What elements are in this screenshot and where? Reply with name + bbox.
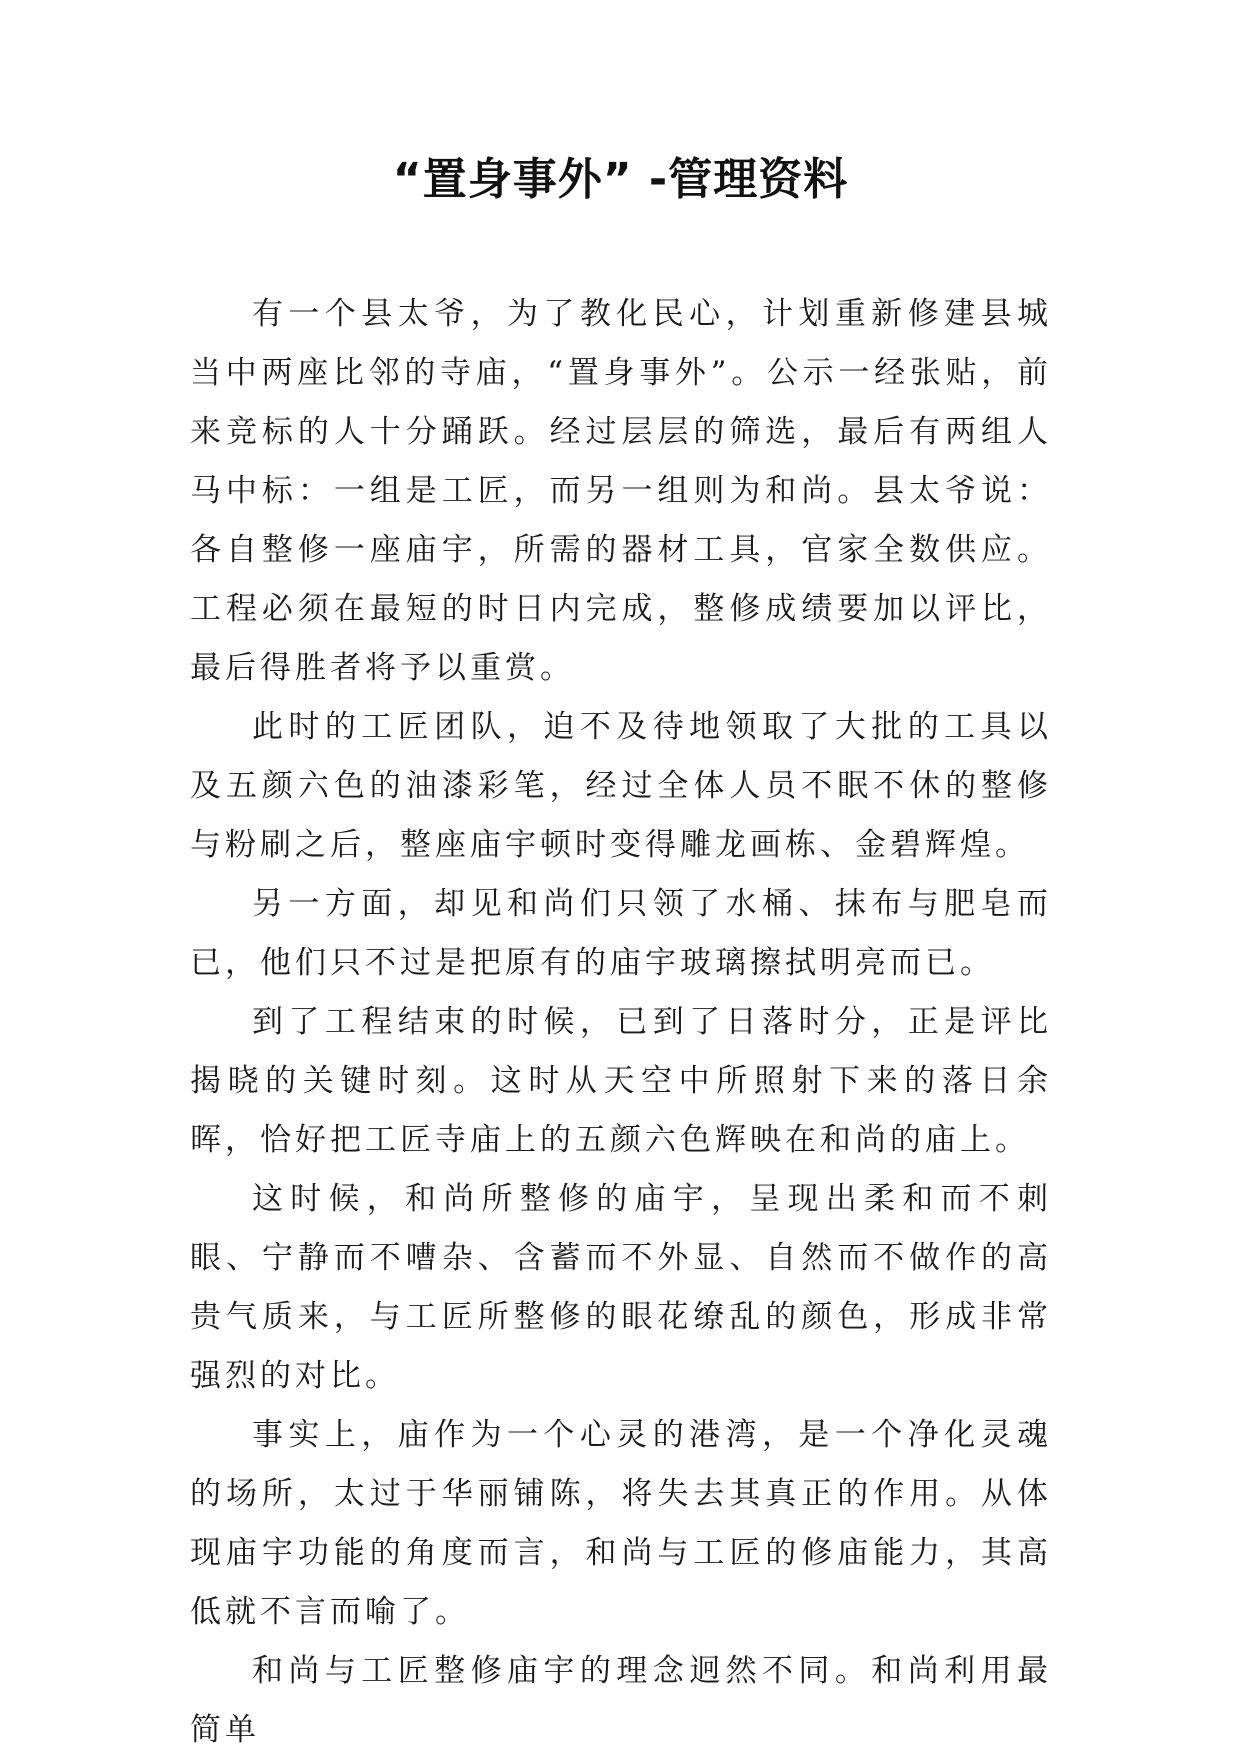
paragraph: 到了工程结束的时候，已到了日落时分，正是评比揭晓的关键时刻。这时从天空中所照射下来的落日余晖，恰好把工匠寺庙上的五颜六色辉映在和尚的庙上。 (190, 1004, 1052, 1158)
paragraph: 有一个县太爷，为了教化民心，计划重新修建县城当中两座比邻的寺庙，“置身事外”。公示一经张贴，前来竞标的人十分踊跃。经过层层的筛选，最后有两组人马中标：一组是工匠，而另一组则为和尚。县太爷说：各自整修一座庙宇，所需的器材工具，官家全数供应。工程必须在最短的时日内完成，整修成绩要加以评比，最后得胜者将予以重赏。 (190, 296, 1052, 686)
paragraph: 此时的工匠团队，迫不及待地领取了大批的工具以及五颜六色的油漆彩笔，经过全体人员不眠不休的整修与粉刷之后，整座庙宇顿时变得雕龙画栋、金碧辉煌。 (190, 709, 1052, 863)
paragraph: 事实上，庙作为一个心灵的港湾，是一个净化灵魂的场所，太过于华丽铺陈，将失去其真正的作用。从体现庙宇功能的角度而言，和尚与工匠的修庙能力，其高低就不言而喻了。 (190, 1417, 1052, 1630)
paragraph: 和尚与工匠整修庙宇的理念迥然不同。和尚利用最简单 (190, 1653, 1052, 1748)
document-body (190, 285, 1052, 1760)
paragraph: 这时候，和尚所整修的庙宇，呈现出柔和而不刺眼、宁静而不嘈杂、含蓄而不外显、自然而不做作的高贵气质来，与工匠所整修的眼花缭乱的颜色，形成非常强烈的对比。 (190, 1181, 1052, 1394)
paragraph: 另一方面，却见和尚们只领了水桶、抹布与肥皂而已，他们只不过是把原有的庙宇玻璃擦拭明亮而已。 (190, 886, 1052, 981)
document-title: “置身事外” -管理资料 (392, 154, 849, 205)
